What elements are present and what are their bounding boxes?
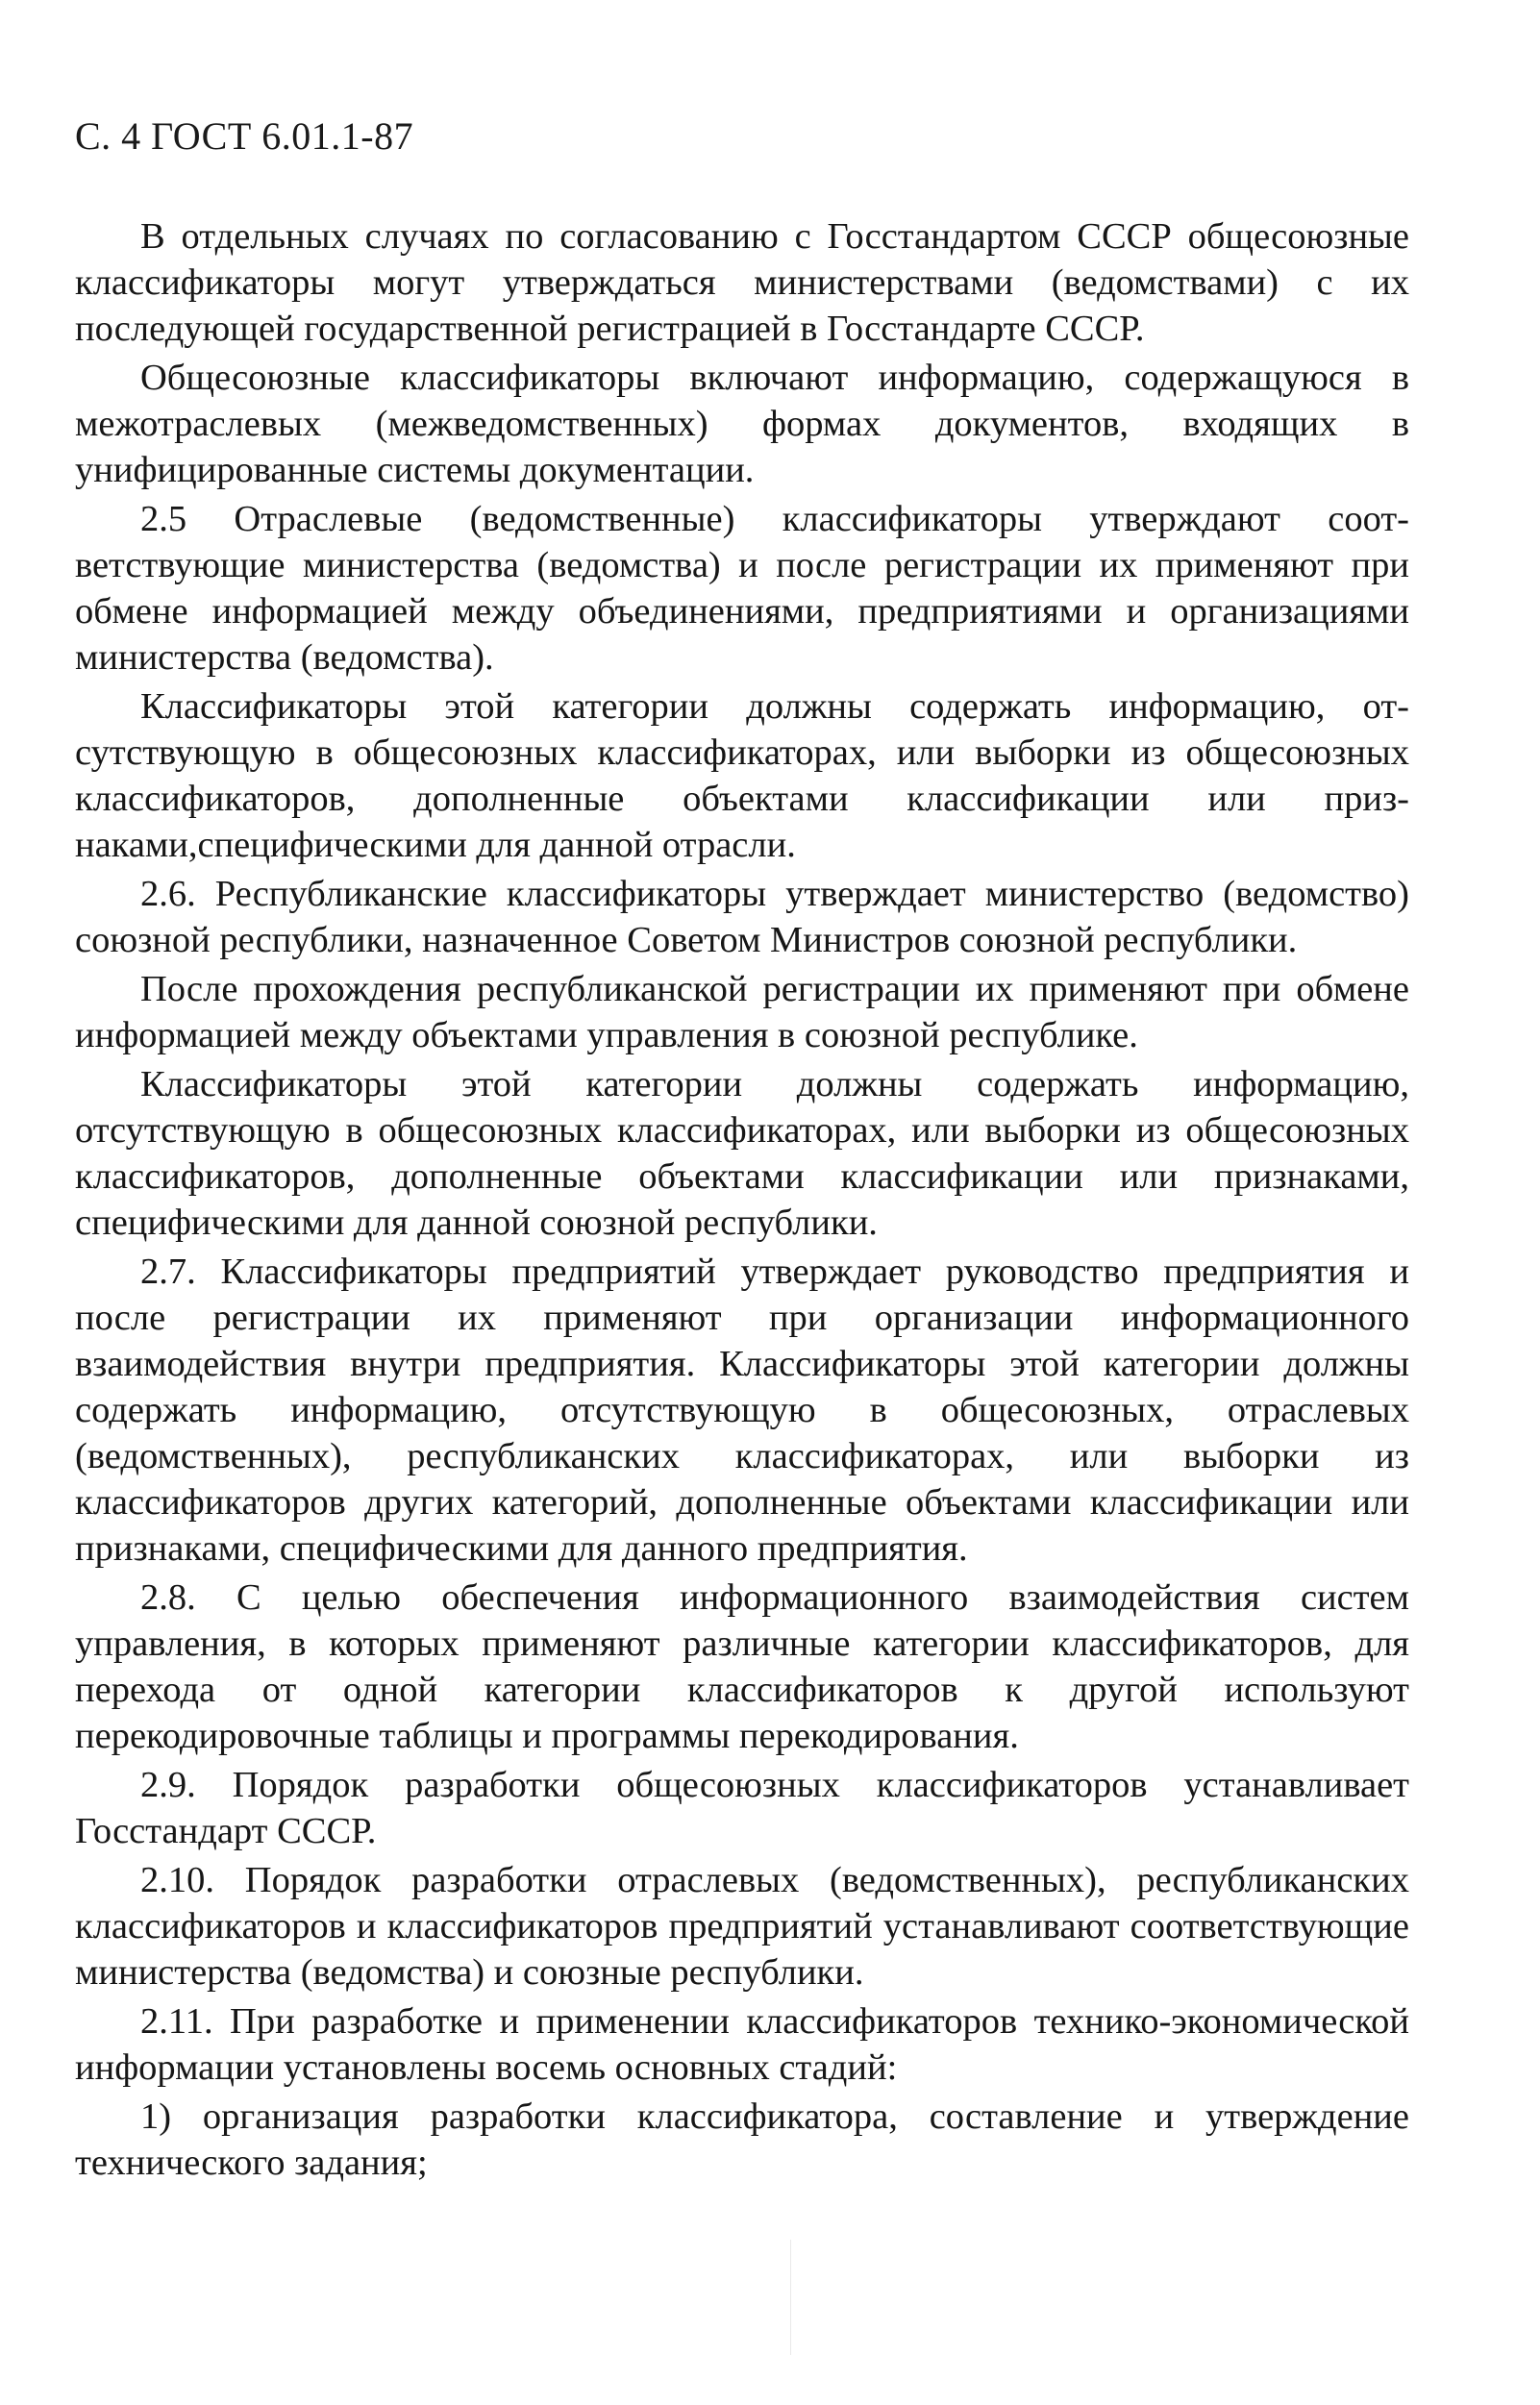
paragraph: 2.9. Порядок разработки общесоюзных классификаторов устанавливает Госстандарт СССР. <box>75 1765 1409 1851</box>
page-header: С. 4 ГОСТ 6.01.1-87 <box>75 114 414 158</box>
paragraph: 2.11. При разработке и применении классификаторов технико-экономической информации установлены восемь основных стадий: <box>75 2001 1409 2088</box>
paragraph: 2.6. Республиканские классификаторы утверждает министерство (ведомство) союзной республики, назначенное Советом Министров союзной республики. <box>75 874 1409 960</box>
paragraph: 2.10. Порядок разработки отраслевых (ведомственных), республиканских классификаторов и классификаторов предприятий устанавливают соответствующие министерства (ведомства) и союзные республики. <box>75 1860 1409 1993</box>
document-body <box>75 213 1409 2189</box>
paragraph: 1) организация разработки классификатора, составление и утверждение технического задания; <box>75 2096 1409 2183</box>
paragraph: После прохождения республиканской регистрации их применяют при обмене информацией между объектами управления в союзной республике. <box>75 969 1409 1055</box>
paragraph: 2.5 Отраслевые (ведомственные) классификаторы утверждают соответствующие министерства (ведомства) и после регистрации их применяют при обмене информацией между объединениями, предприятиями и организациями министерства (ведомства). <box>75 499 1409 678</box>
paragraph: В отдельных случаях по согласованию с Госстандартом СССР общесоюзные классификаторы могут утверждаться министерствами (ведомствами) с их последующей государственной регистрацией в Госстандарте СССР. <box>75 216 1409 349</box>
paragraph: Классификаторы этой категории должны содержать информацию, отсутствующую в общесоюзных классификаторах, или выборки из общесоюзных классификаторов, дополненные объектами классификации или признаками, специфическими для данной союзной республики. <box>75 1064 1409 1243</box>
scan-artifact-line <box>790 2240 791 2355</box>
paragraph: Классификаторы этой категории должны содержать информацию, отсутствующую в общесоюзных классификаторах, или выборки из общесоюзных классификаторов, дополненные объектами классификации или признаками,специфическими для данной отрасли. <box>75 686 1409 865</box>
paragraph: 2.8. С целью обеспечения информационного взаимодействия систем управления, в которых применяют различные категории классификаторов, для перехода от одной категории классификаторов к другой используют перекодировочные таблицы и программы перекодирования. <box>75 1577 1409 1756</box>
paragraph: Общесоюзные классификаторы включают информацию, содержащуюся в межотраслевых (межведомственных) формах документов, входящих в унифицированные системы документации. <box>75 358 1409 490</box>
paragraph: 2.7. Классификаторы предприятий утверждает руководство предприятия и после регистрации их применяют при организации информационного взаимодействия внутри предприятия. Классификаторы этой категории должны содержать информацию, отсутствующую в общесоюзных, отраслевых (ведомственных), республиканских классификаторах, или выборки из классификаторов других категорий, дополненные объектами классификации или признаками, специфическими для данного предприятия. <box>75 1252 1409 1569</box>
